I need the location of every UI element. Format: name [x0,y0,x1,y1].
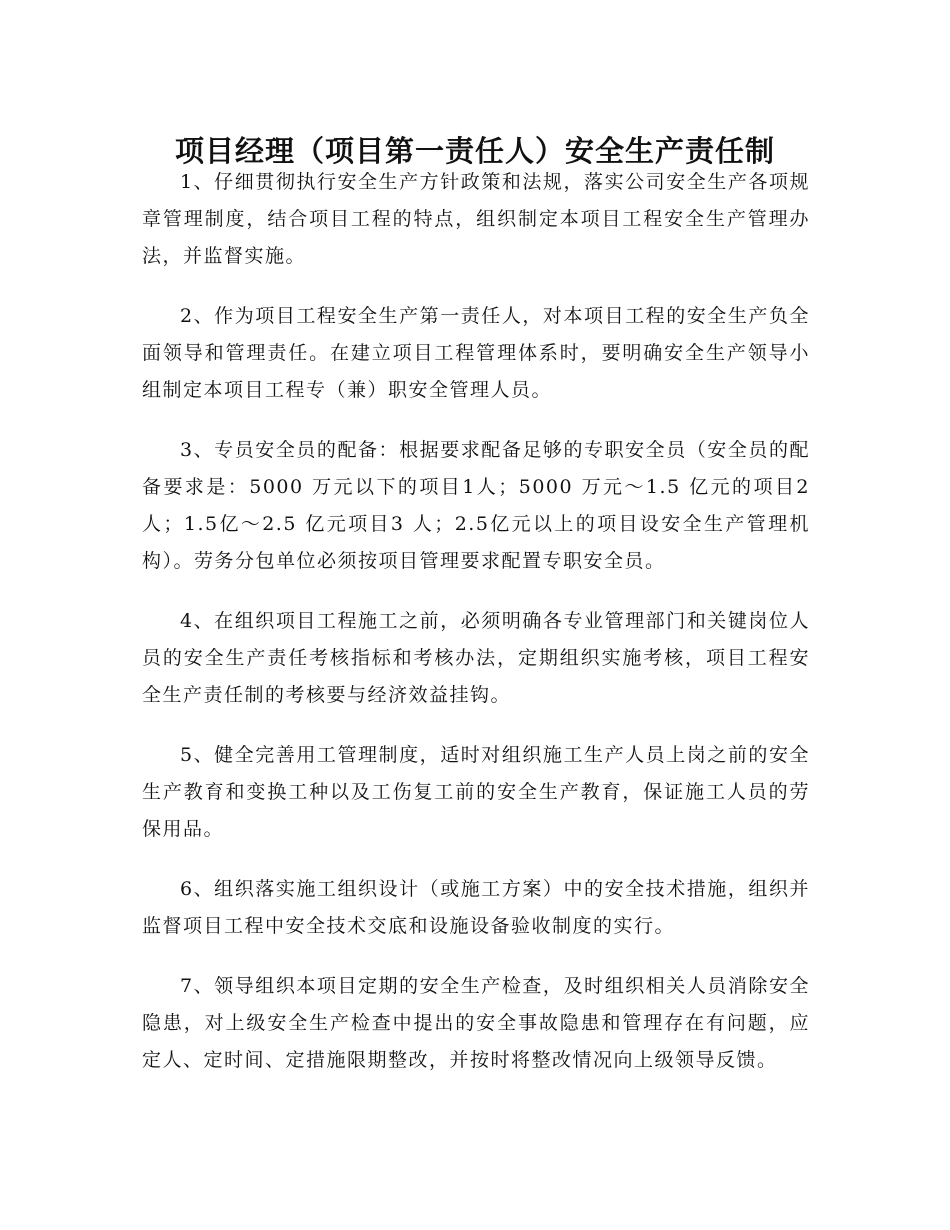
paragraph-5: 5、健全完善用工管理制度，适时对组织施工生产人员上岗之前的安全生产教育和变换工种以及工伤复工前的安全生产教育，保证施工人员的劳保用品。 [142,744,810,840]
paragraph-2: 2、作为项目工程安全生产第一责任人，对本项目工程的安全生产负全面领导和管理责任。在建立项目工程管理体系时，要明确安全生产领导小组制定本项目工程专（兼）职安全管理人员。 [142,305,810,401]
paragraph-4: 4、在组织项目工程施工之前，必须明确各专业管理部门和关键岗位人员的安全生产责任考核指标和考核办法，定期组织实施考核，项目工程安全生产责任制的考核要与经济效益挂钩。 [142,610,810,706]
document-body [142,164,810,1102]
paragraph-3: 3、专员安全员的配备：根据要求配备足够的专职安全员（安全员的配备要求是：5000 万元以下的项目1人；5000 万元～1.5 亿元的项目2 人；1.5亿～2.5 亿元项目3 人；2.5亿元以上的项目设安全生产管理机构）。劳务分包单位必须按项目管理要求配置专职安全员。 [142,439,810,572]
paragraph-7: 7、领导组织本项目定期的安全生产检查，及时组织相关人员消除安全隐患，对上级安全生产检查中提出的安全事故隐患和管理存在有问题，应定人、定时间、定措施限期整改，并按时将整改情况向上级领导反馈。 [142,975,810,1071]
paragraph-1: 1、仔细贯彻执行安全生产方针政策和法规，落实公司安全生产各项规章管理制度，结合项目工程的特点，组织制定本项目工程安全生产管理办法，并监督实施。 [142,171,810,267]
document-title: 项目经理（项目第一责任人）安全生产责任制 [174,134,775,169]
paragraph-6: 6、组织落实施工组织设计（或施工方案）中的安全技术措施，组织并监督项目工程中安全技术交底和设施设备验收制度的实行。 [142,878,810,937]
